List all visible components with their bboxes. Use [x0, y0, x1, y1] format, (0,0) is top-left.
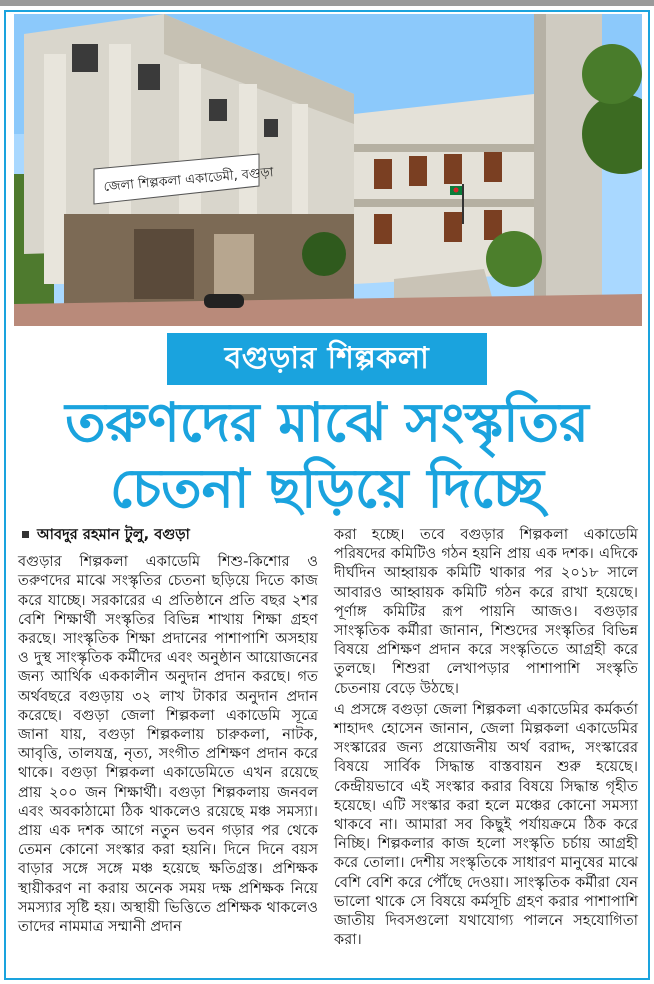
body-paragraph: করা হচ্ছে। তবে বগুড়ার শিল্পকলা একাডেমি পরিষদের কমিটিও গঠন হয়নি প্রায় এক দশক। এদিকে দীর্ঘদিন আহ্বায়ক কমিটি থাকার পর ২০১৮ সালে আবারও আহ্বায়ক কমিটি গঠন করে রাখা হয়েছে। পূর্ণাঙ্গ কমিটির রূপ পায়নি আজও। বগুড়ার সাংস্কৃতিক কর্মীরা জানান, শিশুদের সংস্কৃতির বিভিন্ন বিষয়ে প্রশিক্ষণ প্রদান করে সংস্কৃতিতে আগ্রহী করে তুলছে। শিশুরা লেখাপড়ার পাশাপাশি সংস্কৃতি চেতনায় বেড়ে উঠছে। [334, 526, 638, 697]
article-column-left [18, 525, 318, 936]
headline [20, 390, 634, 522]
byline [18, 525, 318, 544]
academy-building-photo [14, 14, 642, 326]
signboard-text: জেলা শিল্পকলা একাডেমী, বগুড়া [103, 165, 275, 195]
byline-bullet-icon [22, 531, 29, 538]
headline-line-1: তরুণদের মাঝে সংস্কৃতির [65, 391, 589, 454]
kicker-banner: বগুড়ার শিল্পকলা [167, 333, 487, 385]
body-paragraph: বগুড়ার শিল্পকলা একাডেমি শিশু-কিশোর ও তরুণদের মাঝে সংস্কৃতির চেতনা ছড়িয়ে দিতে কাজ করে যাচ্ছে। সরকারের এ প্রতিষ্ঠানে প্রতি বছর ২শর বেশি শিক্ষার্থী সংস্কৃতির বিভিন্ন শাখায় শিক্ষা গ্রহণ করছে। সাংস্কৃতিক শিক্ষা প্রদানের পাশাপাশি অসহায় ও দুস্থ সাংস্কৃতিক কর্মীদের এবং অনুষ্ঠান আয়োজনের জন্য আর্থিক এককালীন অনুদান প্রদান করছে। গত অর্থবছরে বগুড়ায় ৩২ লাখ টাকার অনুদান প্রদান করেছে। বগুড়া জেলা শিল্পকলা একাডেমি সূত্রে জানা যায়, বগুড়া শিল্পকলায় চারুকলা, নাটক, আবৃত্তি, তালযন্ত্র, নৃত্য, সংগীত প্রশিক্ষণ প্রদান করে থাকে। বগুড়া শিল্পকলা একাডেমিতে এখন রয়েছে প্রায় ২০০ জন শিক্ষার্থী। বগুড়া শিল্পকলায় জনবল এবং অবকাঠামো ঠিক থাকলেও রয়েছে মঞ্চ সমস্যা। প্রায় এক দশক আগে নতুন ভবন গড়ার পর থেকে তেমন কোনো সংস্কার করা হয়নি। দিনে দিনে বয়স বাড়ার সঙ্গে সঙ্গে মঞ্চ হয়েছে ক্ষতিগ্রস্ত। প্রশিক্ষক স্থায়ীকরণ না করায় অনেক সময় দক্ষ প্রশিক্ষক নিয়ে সমস্যার সৃষ্টি হয়। অস্থায়ী ভিত্তিতে প্রশিক্ষক থাকলেও তাদের নামমাত্র সম্মানী প্রদান [18, 553, 318, 936]
article-column-right [334, 525, 638, 949]
top-rule [0, 0, 654, 6]
body-paragraph: এ প্রসঙ্গে বগুড়া জেলা শিল্পকলা একাডেমির কর্মকর্তা শাহাদৎ হোসেন জানান, জেলা মিল্পকলা একাডেমির সংস্কারের জন্য প্রয়োজনীয় অর্থ বরাদ্দ, সংস্কারের বিষয়ে সার্বিক সিদ্ধান্ত বাস্তবায়ন শুরু হয়েছে। কেন্দ্রীয়ভাবে এই সংস্কার করার বিষয়ে সিদ্ধান্ত গৃহীত হয়েছে। এটি সংস্কার করা হলে মঞ্চের কোনো সমস্যা থাকবে না। আমারা সব কিছুই পর্যায়ক্রমে ঠিক করে নিচ্ছি। শিল্পকলার কাজ হলো সংস্কৃতি চর্চায় আগ্রহী করে তোলা। দেশীয় সংস্কৃতিকে সাধারণ মানুষের মাঝে বেশি বেশি করে পৌঁছে দেওয়া। সাংস্কৃতিক কর্মীরা যেন ভালো থাকে সে বিষয়ে কর্মসূচি গ্রহণ করার পাশাপাশি জাতীয় দিবসগুলো যথাযোগ্য পালনে সহযোগিতা করা। [334, 700, 638, 949]
byline-text: আবদুর রহমান টুলু, বগুড়া [37, 526, 190, 543]
headline-line-2: চেতনা ছড়িয়ে দিচ্ছে [110, 457, 544, 520]
